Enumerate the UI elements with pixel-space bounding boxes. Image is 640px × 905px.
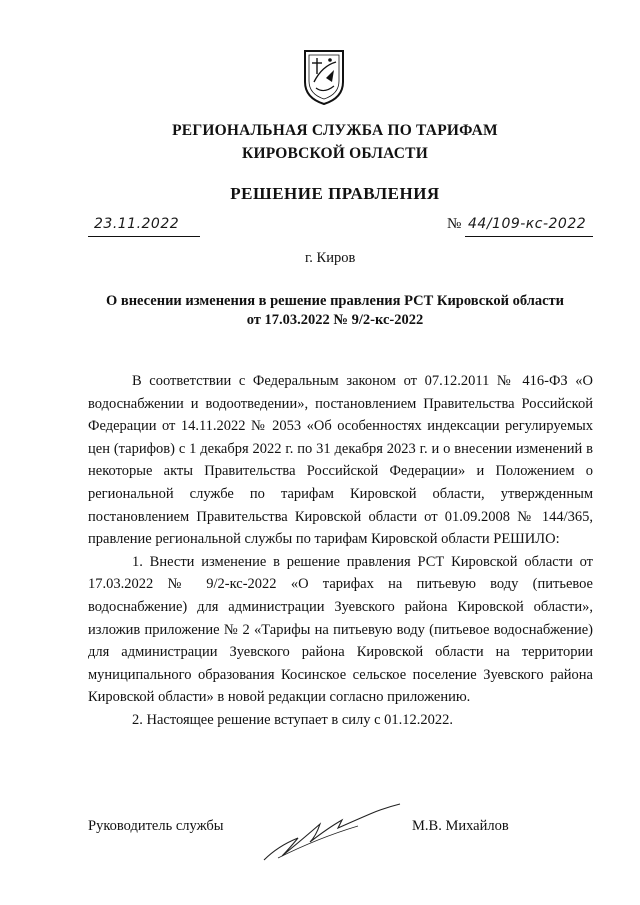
city: г. Киров bbox=[305, 250, 356, 266]
document-body bbox=[88, 370, 593, 732]
signatory-role: Руководитель службы bbox=[88, 818, 224, 834]
number-sign: № bbox=[447, 216, 462, 232]
organization-title-line1: РЕГИОНАЛЬНАЯ СЛУЖБА ПО ТАРИФАМ bbox=[172, 122, 498, 139]
document-number: 44/109-кс-2022 bbox=[468, 216, 587, 232]
paragraph-preamble: В соответствии с Федеральным законом от 07.12.2011 № 416-ФЗ «О водоснабжении и водоотведении», постановлением Правительства Российской Федерации от 14.11.2022 № 2053 «Об особенностях индексации регулируемых цен (тарифов) с 1 декабря 2022 г. по 31 декабря 2023 г. и о внесении изменений в некоторые акты Правительства Российской Федерации» и Положением о региональной службе по тарифам Кировской области, утвержденным постановлением Правительства Кировской области от 01.09.2008 № 144/365, правление региональной службы по тарифам Кировской области РЕШИЛО: bbox=[88, 373, 593, 548]
document-type: РЕШЕНИЕ ПРАВЛЕНИЯ bbox=[230, 184, 440, 203]
organization-title-line2: КИРОВСКОЙ ОБЛАСТИ bbox=[242, 145, 428, 162]
document-subject: О внесении изменения в решение правления РСТ Кировской области от 17.03.2022 № 9/2-кс-2022 bbox=[105, 293, 565, 328]
document-date: 23.11.2022 bbox=[94, 216, 180, 232]
signature-icon bbox=[258, 798, 408, 868]
coat-of-arms-icon bbox=[302, 48, 346, 106]
signatory-name: М.В. Михайлов bbox=[412, 818, 509, 834]
paragraph-item-1: 1. Внести изменение в решение правления РСТ Кировской области от 17.03.2022 № 9/2-кс-2022 «О тарифах на питьевую воду (питьевое водоснабжение) для администрации Зуевского района Кировской области», изложив приложение № 2 «Тарифы на питьевую воду (питьевое водоснабжение) для администрации Зуевского района Кировской области на территории муниципального образования Косинское сельское поселение Зуевского района Кировской области» в новой редакции согласно приложению. bbox=[88, 553, 593, 706]
paragraph-item-2: 2. Настоящее решение вступает в силу с 01.12.2022. bbox=[132, 711, 454, 728]
